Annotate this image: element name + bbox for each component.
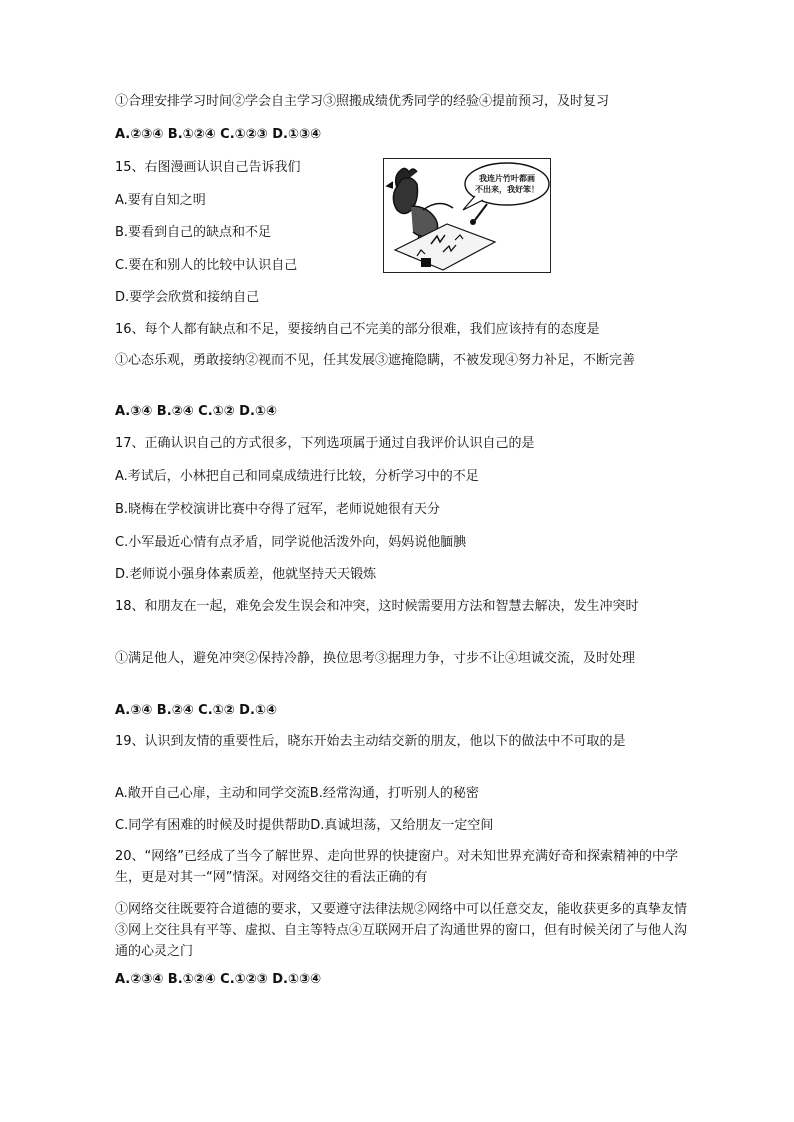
question-19-options-ab: A.敞开自己心扉，主动和同学交流B.经常沟通，打听别人的秘密 <box>115 786 479 801</box>
question-19-options-cd: C.同学有困难的时候及时提供帮助D.真诚坦荡，又给朋友一定空间 <box>115 818 494 833</box>
question-15-option-d: D.要学会欣赏和接纳自己 <box>115 290 260 305</box>
question-19-stem: 19、认识到友情的重要性后，晓东开始去主动结交新的朋友，他以下的做法中不可取的是 <box>115 734 626 749</box>
question-16-stem: 16、每个人都有缺点和不足，要接纳自己不完美的部分很难，我们应该持有的态度是 <box>115 322 600 337</box>
question-17-option-a: A.考试后，小林把自己和同桌成绩进行比较，分析学习中的不足 <box>115 469 479 484</box>
question-16-options: A.③④ B.②④ C.①② D.①④ <box>115 404 277 419</box>
question-18-statement: ①满足他人，避免冲突②保持冷静，换位思考③据理力争，寸步不让④坦诚交流，及时处理 <box>115 651 636 666</box>
question-20-stem: 20、“网络”已经成了当今了解世界、走向世界的快捷窗户。对未知世界充满好奇和探索精神的中学生，更是对其一“网”情深。对网络交往的看法正确的有 <box>115 849 679 885</box>
question-17-stem: 17、正确认识自己的方式很多，下列选项属于通过自我评价认识自己的是 <box>115 436 535 451</box>
question-17-option-d: D.老师说小强身体素质差，他就坚持天天锻炼 <box>115 567 377 582</box>
question-17-option-b: B.晓梅在学校演讲比赛中夺得了冠军，老师说她很有天分 <box>115 502 441 517</box>
question-15-option-c: C.要在和别人的比较中认识自己 <box>115 258 298 273</box>
question-18-stem: 18、和朋友在一起，难免会发生误会和冲突，这时候需要用方法和智慧去解决，发生冲突时 <box>115 599 639 614</box>
bubble-text-line1: 我连片竹叶都画 <box>479 174 535 183</box>
question-18-options: A.③④ B.②④ C.①② D.①④ <box>115 703 277 718</box>
question-15-option-a: A.要有自知之明 <box>115 193 206 208</box>
question-20-options: A.②③④ B.①②④ C.①②③ D.①③④ <box>115 972 321 987</box>
question-20-statement: ①网络交往既要符合道德的要求，又要遵守法律法规②网络中可以任意交友，能收获更多的真挚友情③网上交往具有平等、虚拟、自主等特点④互联网开启了沟通世界的窗口，但有时候关闭了与他人沟通的心灵之门 <box>115 902 688 959</box>
question-17-option-c: C.小军最近心情有点矛盾，同学说他活泼外向，妈妈说他腼腆 <box>115 535 467 550</box>
ink-pot <box>421 258 431 267</box>
question-15-option-b: B.要看到自己的缺点和不足 <box>115 225 272 240</box>
bubble-text-line2: 不出来，我好笨！ <box>475 185 539 194</box>
question-15-stem: 15、右图漫画认识自己告诉我们 <box>115 160 301 175</box>
options-top: A.②③④ B.①②④ C.①②③ D.①③④ <box>115 127 321 142</box>
question-16-statement: ①心态乐观，勇敢接纳②视而不见，任其发展③遮掩隐瞒，不被发现④努力补足，不断完善 <box>115 353 636 368</box>
rooster-cartoon-image <box>383 158 551 273</box>
statement-top: ①合理安排学习时间②学会自主学习③照搬成绩优秀同学的经验④提前预习，及时复习 <box>115 94 610 109</box>
